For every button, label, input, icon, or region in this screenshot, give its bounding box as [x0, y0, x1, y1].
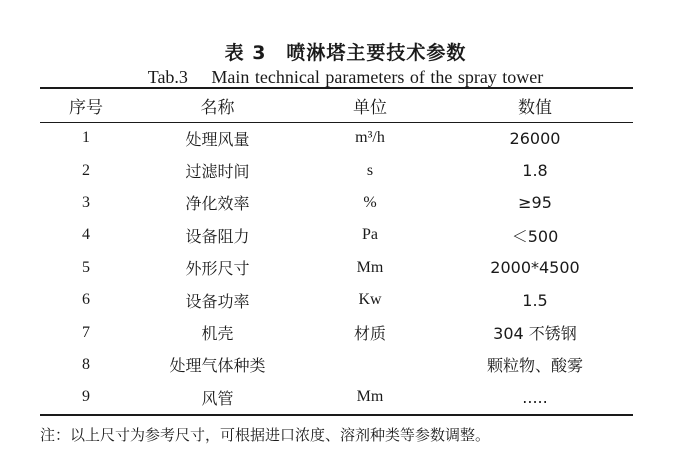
cell-unit: Mm [356, 258, 384, 276]
header-value: 数值 [518, 98, 552, 118]
cell-name: 净化效率 [185, 194, 250, 214]
cell-index: 3 [82, 193, 90, 211]
cell-unit [303, 349, 437, 381]
cell-name: 处理气体种类 [169, 356, 266, 376]
header-unit: 单位 [353, 98, 387, 118]
cell-name: 过滤时间 [185, 162, 250, 182]
cell-name: 风管 [201, 388, 234, 408]
cell-index: 7 [82, 323, 90, 341]
table-row [40, 219, 633, 251]
cell-unit: % [363, 193, 377, 211]
table-row [40, 154, 633, 186]
cell-index: 2 [82, 161, 90, 179]
cell-unit: Mm [356, 388, 384, 406]
table-title-chinese: 表 3 喷淋塔主要技术参数 [224, 42, 467, 64]
cell-name: 设备功率 [185, 291, 250, 311]
cell-value: 2000*4500 [490, 258, 580, 278]
header-index: 序号 [69, 98, 103, 118]
table-row [40, 316, 633, 348]
cell-value: 1.5 [522, 290, 548, 310]
table-row [40, 284, 633, 316]
table-row [40, 122, 633, 154]
cell-index: 6 [82, 291, 90, 309]
cell-name: 外形尺寸 [185, 259, 250, 279]
cell-name: 机壳 [201, 324, 234, 344]
table-row [40, 187, 633, 219]
table-title-english: Tab.3 Main technical parameters of the spray tower [147, 67, 544, 87]
cell-unit: s [366, 161, 374, 179]
table-row [40, 381, 633, 413]
cell-name: 设备阻力 [185, 226, 250, 246]
cell-value: 304 不锈钢 [493, 324, 577, 344]
cell-index: 4 [82, 226, 90, 244]
cell-value: ..... [522, 387, 548, 407]
cell-value: ≥95 [518, 193, 552, 213]
parameters-table [40, 89, 633, 414]
table-footnote: 注：以上尺寸为参考尺寸，可根据进口浓度、溶剂种类等参数调整。 [40, 426, 491, 444]
cell-unit: m³/h [355, 129, 385, 147]
table-row [40, 252, 633, 284]
table-row [40, 349, 633, 381]
cell-unit: Kw [358, 291, 382, 309]
cell-value: 26000 [509, 128, 561, 148]
cell-index: 5 [82, 258, 90, 276]
cell-unit: Pa [362, 226, 378, 244]
cell-value: 1.8 [522, 161, 548, 181]
table-header-row [40, 89, 633, 122]
cell-index: 1 [82, 129, 90, 147]
cell-value: 颗粒物、酸雾 [486, 356, 583, 376]
cell-name: 处理风量 [185, 129, 250, 149]
cell-index: 9 [82, 388, 90, 406]
cell-index: 8 [82, 355, 90, 373]
cell-unit: 材质 [353, 324, 386, 344]
cell-value: ＜500 [511, 226, 559, 246]
table-bottom-rule [40, 414, 633, 416]
header-name: 名称 [200, 98, 235, 118]
